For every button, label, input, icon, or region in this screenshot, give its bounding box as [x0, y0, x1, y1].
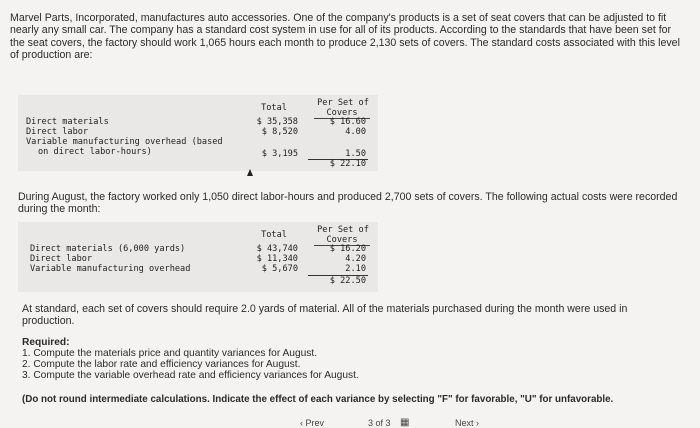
act-header-total: Total	[261, 230, 287, 240]
act-row-total: $ 43,740	[256, 244, 298, 254]
std-row-per-set: 4.00	[345, 127, 366, 137]
required-item: 3. Compute the variable overhead rate and efficiency variances for August.	[22, 370, 359, 381]
act-row-label: Variable manufacturing overhead	[30, 264, 191, 274]
std-row-total: $ 8,520	[261, 127, 298, 137]
next-button[interactable]: Next ›	[455, 418, 480, 428]
required-heading: Required:	[22, 337, 70, 348]
chevron-right-icon: ›	[473, 418, 480, 428]
std-row-label: Variable manufacturing overhead (based	[26, 137, 223, 147]
act-sum: $ 22.50	[329, 276, 366, 286]
act-header-per-set-1: Per Set of	[317, 225, 369, 235]
page-indicator: 3 of 3	[368, 418, 391, 428]
std-header-per-set-1: Per Set of	[317, 98, 369, 108]
act-row-per-set: 4.20	[345, 254, 366, 264]
std-header-per-set-2: Covers	[314, 108, 370, 119]
required-item: 1. Compute the materials price and quantity variances for August.	[22, 348, 318, 359]
std-sum: $ 22.10	[329, 159, 366, 169]
act-row-per-set: 2.10	[345, 264, 366, 274]
std-row-per-set: 1.50	[345, 149, 366, 159]
act-header-per-set-2: Covers	[314, 235, 370, 246]
act-row-label: Direct materials (6,000 yards)	[30, 244, 186, 254]
std-row-label: Direct materials	[26, 117, 109, 127]
act-row-total: $ 5,670	[261, 264, 298, 274]
intro-paragraph: Marvel Parts, Incorporated, manufactures auto accessories. One of the company's products is a set of seat covers that can be adjusted to fit nearly any small car. The company has a standard cost system in use for all of its products. According to the standards that have been set for the seat covers, the factory should work 1,065 hours each month to produce 2,130 sets of covers. The standard costs associated with this level of production are:	[10, 12, 680, 62]
std-row-label: Direct labor	[26, 127, 89, 137]
act-row-label: Direct labor	[30, 254, 93, 264]
std-row-total: $ 35,358	[256, 117, 298, 127]
standard-paragraph: At standard, each set of covers should require 2.0 yards of material. All of the materials purchased during the month were used in production.	[22, 303, 628, 328]
std-row-total: $ 3,195	[261, 149, 298, 159]
cursor-icon	[247, 169, 253, 176]
bottom-nav	[0, 416, 700, 428]
std-row-per-set: $ 16.60	[329, 117, 366, 127]
grid-icon[interactable]: ▦	[400, 417, 410, 428]
required-note: (Do not round intermediate calculations. Indicate the effect of each variance by selecting "F" for favorable, "U" for unfavorable.	[22, 394, 614, 405]
chevron-left-icon: ‹	[300, 418, 306, 428]
act-row-per-set: $ 16.20	[329, 244, 366, 254]
standard-cost-table	[18, 95, 378, 171]
std-header-total: Total	[261, 103, 287, 113]
act-row-total: $ 11,340	[256, 254, 298, 264]
actual-cost-table	[18, 222, 378, 292]
std-row-label-cont: on direct labor-hours)	[38, 147, 152, 157]
required-item: 2. Compute the labor rate and efficiency variances for August.	[22, 359, 301, 370]
august-paragraph: During August, the factory worked only 1,050 direct labor-hours and produced 2,700 sets of covers. The following actual costs were recorded during the month:	[18, 191, 678, 216]
prev-button[interactable]: ‹ Prev	[300, 418, 325, 428]
